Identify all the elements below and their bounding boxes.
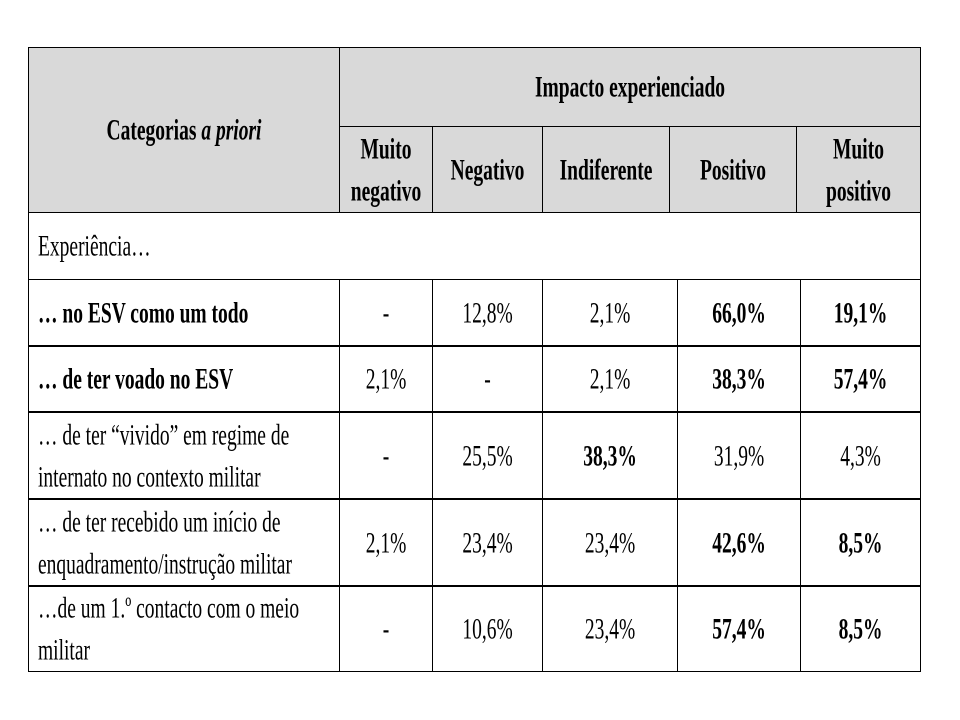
- value-cell-positivo: [678, 347, 801, 413]
- value: 38,3%: [712, 364, 766, 396]
- column-header-muito-negativo: [340, 127, 433, 213]
- value-cell-muito-positivo: [801, 587, 921, 672]
- value-cell-negativo: [433, 500, 543, 587]
- value: 4,3%: [840, 441, 881, 473]
- value: 23,4%: [462, 528, 513, 560]
- value-cell-indiferente: [543, 347, 678, 413]
- column-header-label: Negativo: [450, 155, 525, 187]
- value-cell-indiferente: [543, 280, 678, 347]
- value: 10,6%: [462, 614, 513, 646]
- row-label: … de ter recebido um início de enquadramento/instrução militar: [38, 507, 292, 581]
- table-row: [29, 500, 921, 587]
- categories-header-text: Categorias: [106, 115, 197, 147]
- value-cell-muito-positivo: [801, 347, 921, 413]
- row-label-cell: [29, 280, 340, 347]
- row-label-cell: [29, 347, 340, 413]
- row-label: … de ter “vivido” em regime de internato no contexto militar: [38, 420, 290, 494]
- value-cell-muito-negativo: [340, 347, 433, 413]
- column-header-negativo: [433, 127, 543, 213]
- column-header-indiferente: [543, 127, 670, 213]
- value-cell-muito-negativo: [340, 413, 433, 500]
- value: 2,1%: [589, 364, 631, 396]
- value: 38,3%: [583, 441, 637, 473]
- column-header-label: Indiferente: [559, 155, 653, 187]
- value: 66,0%: [712, 298, 766, 330]
- value: -: [382, 441, 390, 473]
- value: 31,9%: [713, 441, 765, 473]
- row-label-cell: [29, 413, 340, 500]
- value: 25,5%: [462, 441, 513, 473]
- categories-header-emphasis: a priori: [201, 115, 262, 147]
- value-cell-indiferente: [543, 587, 678, 672]
- row-label-cell: [29, 500, 340, 587]
- column-header-label: Muito positivo: [825, 134, 891, 208]
- row-label: …de um 1.º contacto com o meio militar: [38, 593, 300, 667]
- value-cell-positivo: [678, 587, 801, 672]
- section-row: [29, 213, 921, 280]
- column-header-label: Positivo: [699, 155, 767, 187]
- value: 23,4%: [584, 528, 636, 560]
- value-cell-negativo: [433, 413, 543, 500]
- section-label-cell: [29, 213, 921, 280]
- impact-group-header-cell: [340, 48, 921, 127]
- value: 57,4%: [712, 614, 766, 646]
- column-header-positivo: [670, 127, 797, 213]
- value: 12,8%: [462, 298, 513, 330]
- impact-table: [28, 47, 921, 672]
- value-cell-negativo: [433, 347, 543, 413]
- value-cell-muito-negativo: [340, 587, 433, 672]
- value: 2,1%: [365, 528, 407, 560]
- value-cell-indiferente: [543, 500, 678, 587]
- value: -: [382, 298, 390, 330]
- row-label: … de ter voado no ESV: [38, 364, 234, 396]
- column-header-label: Muito negativo: [350, 134, 422, 208]
- impact-group-header: Impacto experienciado: [534, 72, 726, 104]
- categories-header-cell: [29, 48, 340, 213]
- value: 2,1%: [365, 364, 407, 396]
- value: 42,6%: [712, 528, 766, 560]
- value-cell-muito-negativo: [340, 500, 433, 587]
- table-row: [29, 413, 921, 500]
- value: 57,4%: [833, 364, 888, 396]
- value-cell-positivo: [678, 280, 801, 347]
- value-cell-negativo: [433, 280, 543, 347]
- value: 19,1%: [833, 298, 888, 330]
- categories-header: [107, 111, 262, 153]
- row-label: … no ESV como um todo: [38, 298, 249, 330]
- value-cell-indiferente: [543, 413, 678, 500]
- value: 8,5%: [838, 528, 883, 560]
- value-cell-negativo: [433, 587, 543, 672]
- column-header-muito-positivo: [797, 127, 921, 213]
- value: -: [382, 614, 390, 646]
- value-cell-positivo: [678, 500, 801, 587]
- value: 23,4%: [584, 614, 636, 646]
- value: -: [484, 364, 491, 396]
- value-cell-muito-negativo: [340, 280, 433, 347]
- value-cell-muito-positivo: [801, 413, 921, 500]
- value-cell-muito-positivo: [801, 500, 921, 587]
- value-cell-muito-positivo: [801, 280, 921, 347]
- section-label: Experiência…: [38, 231, 151, 263]
- table-row: [29, 347, 921, 413]
- value: 8,5%: [838, 614, 883, 646]
- table-row: [29, 587, 921, 672]
- value-cell-positivo: [678, 413, 801, 500]
- row-label-cell: [29, 587, 340, 672]
- value: 2,1%: [589, 298, 631, 330]
- table-row: [29, 280, 921, 347]
